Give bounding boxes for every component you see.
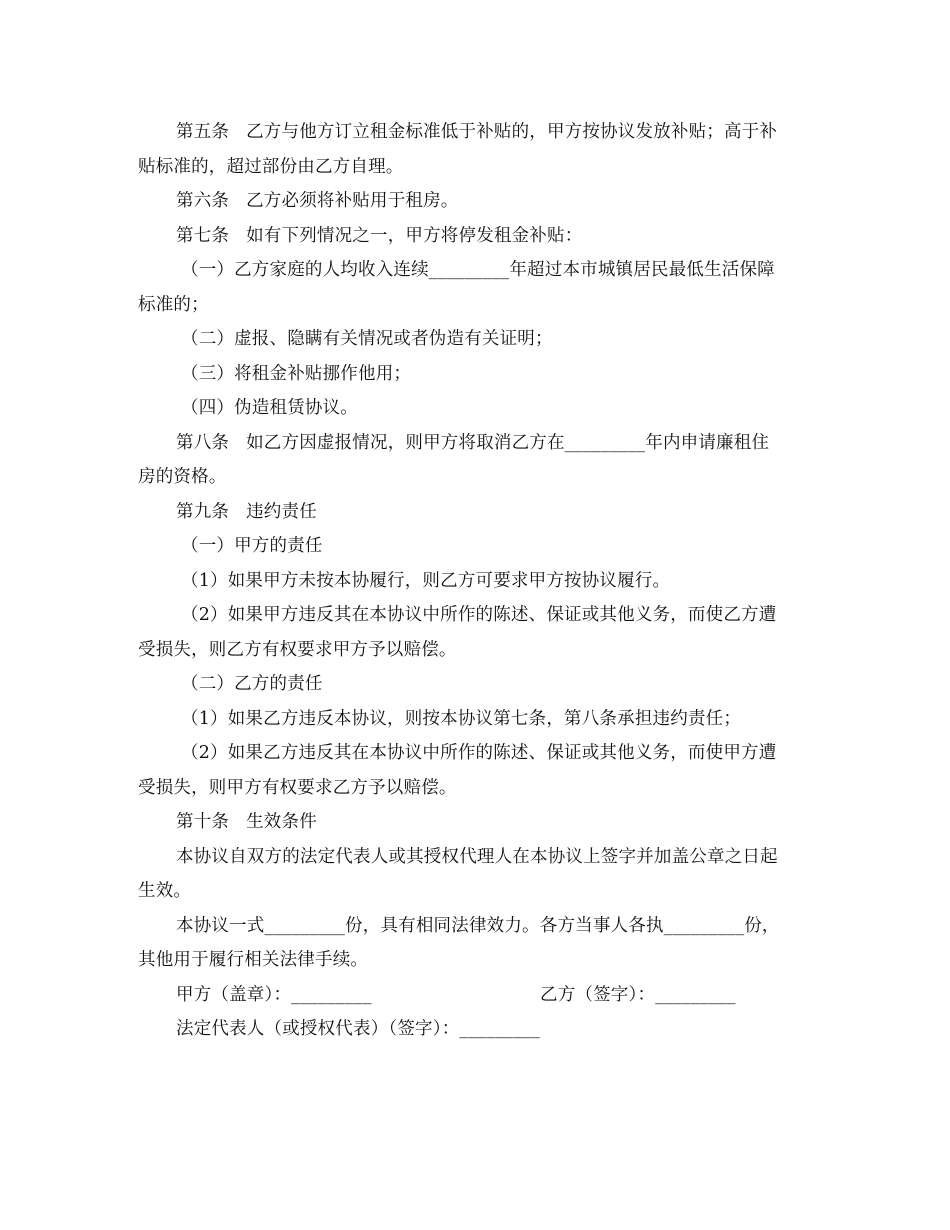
party-a-signature: 甲方（盖章）：_________ xyxy=(176,984,372,1005)
article5-content: 乙方与他方订立租金标准低于补贴的，甲方按协议发放补贴；高于补 xyxy=(246,122,778,142)
article5-line2: 贴标准的，超过部份由乙方自理。 xyxy=(138,156,404,177)
article6 xyxy=(138,184,818,219)
article7-item4: （四）伪造租赁协议。 xyxy=(181,398,358,418)
contract-body xyxy=(138,115,818,1047)
article9-partyA-item2-line2: 受损失，则乙方有权要求甲方予以赔偿。 xyxy=(138,639,457,660)
article7-text: 如有下列情况之一，甲方将停发租金补贴： xyxy=(246,225,583,246)
article8-text: 如乙方因虚报情况，则甲方将取消乙方在_________年内申请廉租住 xyxy=(246,432,770,453)
article10-copies-line2: 其他用于履行相关法律手续。 xyxy=(138,950,369,970)
article10-title: 生效条件 xyxy=(246,812,317,832)
article9-partyA-heading: （一）甲方的责任 xyxy=(181,536,323,556)
article5-line1 xyxy=(138,115,810,150)
article9-partyB-item2-line1: （2）如果乙方违反其在本协议中所作的陈述、保证或其他义务，而使甲方遭 xyxy=(181,743,777,763)
article7-item3: （三）将租金补贴挪作他用； xyxy=(181,363,412,384)
representative-signature: 法定代表人（或授权代表）（签字）：_________ xyxy=(176,1019,540,1039)
article9-partyB-item2-line2: 受损失，则甲方有权要求乙方予以赔偿。 xyxy=(138,777,457,798)
article10-copies-line1: 本协议一式_________份，具有相同法律效力。各方当事人各执_________份， xyxy=(176,915,780,936)
article7-label: 第七条 xyxy=(176,225,230,246)
article7-item1-line1: （一）乙方家庭的人均收入连续_________年超过本市城镇居民最低生活保障 xyxy=(181,260,775,280)
article10-line2: 生效。 xyxy=(138,881,192,901)
article6-label: 第六条 xyxy=(176,191,230,211)
article8-line2: 房的资格。 xyxy=(138,467,227,487)
party-b-signature: 乙方（签字）：_________ xyxy=(540,984,736,1005)
article9-partyA-item1: （1）如果甲方未按本协履行，则乙方可要求甲方按协议履行。 xyxy=(181,570,671,591)
article9-partyB-item1: （1）如果乙方违反本协议，则按本协议第七条，第八条承担违约责任； xyxy=(181,708,742,729)
article9-partyA-item2-line1: （2）如果甲方违反其在本协议中所作的陈述、保证或其他义务，而使乙方遭 xyxy=(181,605,777,625)
article7 xyxy=(138,219,818,254)
article10-label: 第十条 xyxy=(176,812,230,832)
article7-item1-line2: 标准的； xyxy=(138,294,209,315)
article10 xyxy=(138,805,818,840)
signature-row xyxy=(138,978,818,1013)
article8-line1 xyxy=(138,426,818,461)
article10-line1: 本协议自双方的法定代表人或其授权代理人在本协议上签字并加盖公章之日起 xyxy=(176,846,778,867)
article8-label: 第八条 xyxy=(176,432,230,453)
article9-title: 违约责任 xyxy=(246,501,317,522)
article5-label: 第五条 xyxy=(176,122,230,142)
article9 xyxy=(138,495,818,530)
article9-label: 第九条 xyxy=(176,501,230,522)
article6-text: 乙方必须将补贴用于租房。 xyxy=(246,191,459,211)
article5-text xyxy=(176,115,777,150)
article9-partyB-heading: （二）乙方的责任 xyxy=(181,674,323,694)
article7-item2: （二）虚报、隐瞒有关情况或者伪造有关证明； xyxy=(181,329,553,349)
